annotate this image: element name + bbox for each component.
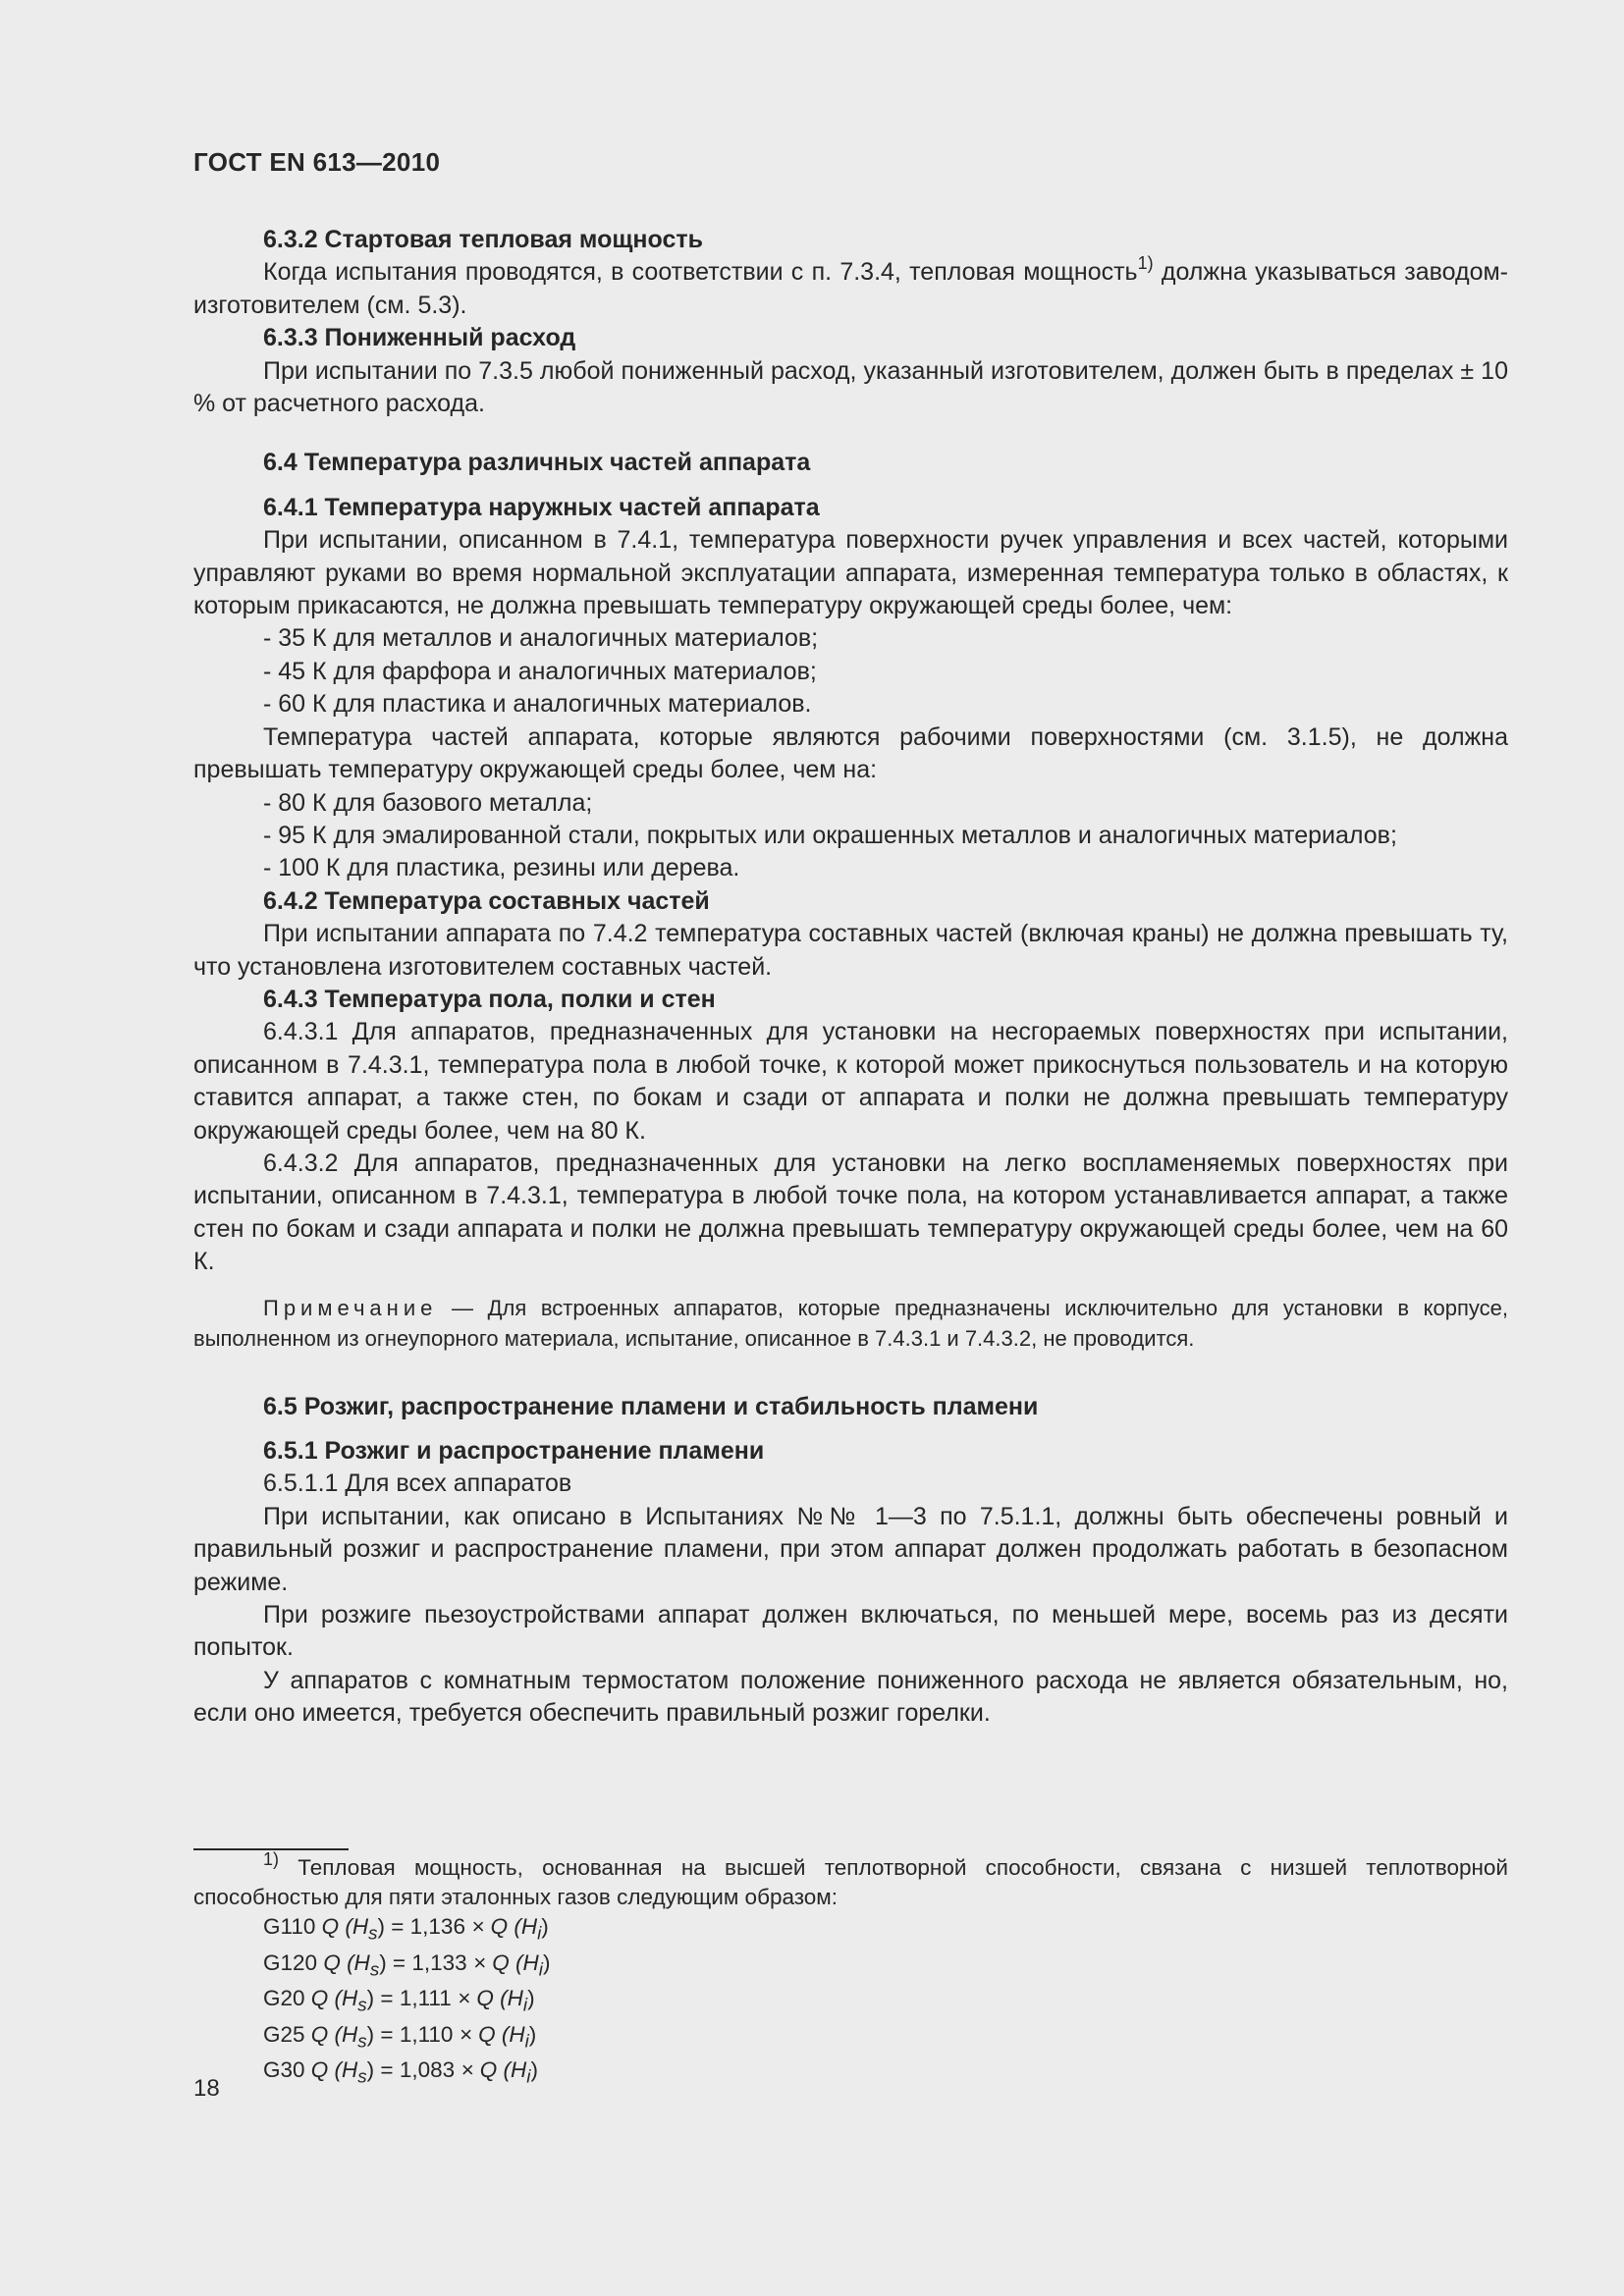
page-number: 18	[193, 2075, 220, 2102]
formula-line: G30 Q $(H_s) = 1,083 \times Q$ $(H_i)$	[263, 2057, 538, 2087]
paragraph: При испытании, как описано в Испытаниях №№ 1—3 по 7.5.1.1, должны быть обеспечены ровный и правильный розжиг и распространение пламени, при этом аппарат должен продолжать работать в безопасном режиме.	[193, 1502, 1508, 1596]
section-heading-6-3-3: 6.3.3 Пониженный расход	[263, 324, 576, 352]
section-heading-6-4-2: 6.4.2 Температура составных частей	[263, 886, 710, 915]
list-item: - 95 К для эмалированной стали, покрытых или окрашенных металлов и аналогичных материалов;	[263, 821, 1397, 849]
subsection-title: 6.5.1.1 Для всех аппаратов	[263, 1469, 572, 1498]
formula-line: G120 Q $(H_s) = 1,133 \times Q$ $(H_i)$	[263, 1949, 551, 1979]
section-heading-6-4: 6.4 Температура различных частей аппарата	[263, 449, 811, 477]
list-item: - 35 К для металлов и аналогичных материалов;	[263, 624, 819, 653]
paragraph: У аппаратов с комнатным термостатом положение пониженного расхода не является обязательным, но, если оно имеется, требуется обеспечить правильный розжиг горелки.	[193, 1666, 1508, 1728]
footnote-mark: 1)	[263, 1848, 280, 1869]
paragraph: При испытании по 7.3.5 любой пониженный расход, указанный изготовителем, должен быть в пределах ± 10 % от расчетного расхода.	[193, 356, 1508, 418]
paragraph: Когда испытания проводятся, в соответствии с п. 7.3.4, тепловая мощность$^{1)}$ должна указываться заводом-изготовителем (см. 5.3).	[193, 253, 1508, 319]
list-item: - 80 К для базового металла;	[263, 788, 593, 817]
formula-line: G25 Q $(H_s) = 1,110 \times Q$ $(H_i)$	[263, 2021, 537, 2051]
document-body	[193, 224, 1508, 1731]
formula-line: G110 Q $(H_s) = 1,136 \times Q$ $(H_i)$	[263, 1914, 549, 1944]
paragraph: 6.4.3.2 Для аппаратов, предназначенных для установки на легко воспламеняемых поверхностях при испытании, описанном в 7.4.3.1, температура в любой точке пола, на котором устанавливается аппарат, а также стен по бокам и сзади аппарата и полки не должна превышать температуру окружающей среды более, чем на 60 К.	[193, 1148, 1508, 1276]
paragraph: При испытании аппарата по 7.4.2 температура составных частей (включая краны) не должна превышать ту, что установлена изготовителем составных частей.	[193, 920, 1508, 981]
section-heading-6-3-2: 6.3.2 Стартовая тепловая мощность	[263, 226, 703, 253]
list-item: - 45 К для фарфора и аналогичных материалов;	[263, 657, 817, 685]
document-header: ГОСТ EN 613—2010	[193, 147, 441, 177]
formula-line: G20 Q $(H_s) = 1,111 \times Q$ $(H_i)$	[263, 1986, 535, 2015]
paragraph: 6.4.3.1 Для аппаратов, предназначенных для установки на несгораемых поверхностях при испытании, описанном в 7.4.3.1, температура пола в любой точке, к которой может прикоснуться пользователь и на которую ставится аппарат, а также стен, по бокам и сзади от аппарата и полки не должна превышать температуру окружающей среды более, чем на 80 К.	[193, 1018, 1508, 1145]
list-item: - 60 К для пластика и аналогичных материалов.	[263, 690, 812, 719]
footnotes	[193, 1848, 1508, 2092]
section-heading-6-5: 6.5 Розжиг, распространение пламени и стабильность пламени	[263, 1392, 1039, 1420]
section-heading-6-5-1: 6.5.1 Розжиг и распространение пламени	[263, 1437, 765, 1465]
footnote-ref: 1)	[1137, 253, 1154, 274]
paragraph: При розжиге пьезоустройствами аппарат должен включаться, по меньшей мере, восемь раз из десяти попыток.	[193, 1601, 1508, 1662]
paragraph: Температура частей аппарата, которые являются рабочими поверхностями (см. 3.1.5), не должна превышать температуру окружающей среды более, чем на:	[193, 722, 1508, 784]
formula-list	[193, 1912, 1508, 2092]
list-item: - 100 К для пластика, резины или дерева.	[263, 854, 740, 882]
section-heading-6-4-1: 6.4.1 Температура наружных частей аппарата	[263, 493, 820, 521]
paragraph: При испытании, описанном в 7.4.1, температура поверхности ручек управления и всех частей, которыми управляют руками во время нормальной эксплуатации аппарата, измеренная температура только в областях, к которым прикасаются, не должна превышать температуру окружающей среды более, чем:	[193, 526, 1508, 620]
note-label: Примечание	[263, 1295, 438, 1320]
footnote-text: $^{1)}$ Тепловая мощность, основанная на высшей теплотворной способности, связана с низшей теплотворной способностью для пяти эталонных газов следующим образом:	[193, 1848, 1508, 1909]
note: Примечание — Для встроенных аппаратов, которые предназначены исключительно для установки в корпусе, выполненном из огнеупорного материала, испытание, описанное в 7.4.3.1 и 7.4.3.2, не проводится.	[193, 1295, 1508, 1351]
section-heading-6-4-3: 6.4.3 Температура пола, полки и стен	[263, 985, 716, 1013]
